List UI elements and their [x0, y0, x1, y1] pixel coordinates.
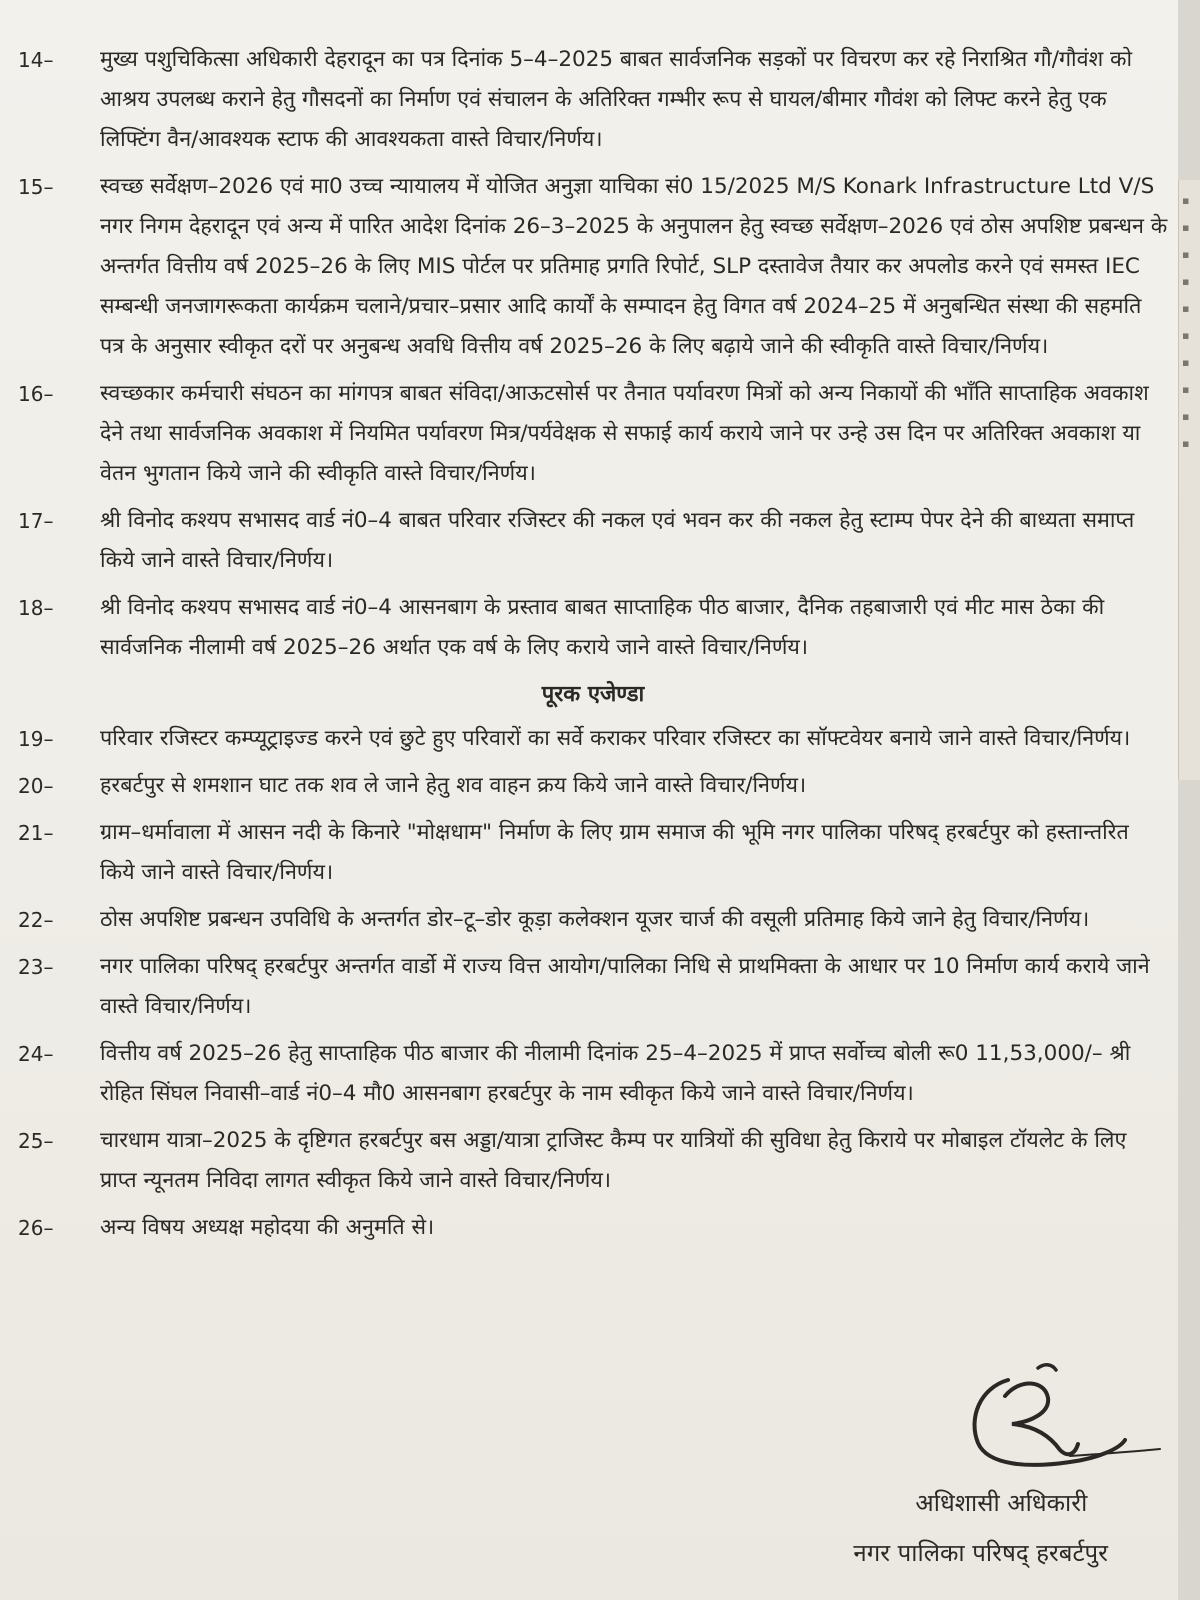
item-text: वित्तीय वर्ष 2025–26 हेतु साप्ताहिक पीठ बाजार की नीलामी दिनांक 25–4–2025 में प्राप्त सर्वोच्च बोली रू0 11,53,000/– श्री रोहित सिंघल निवासी–वार्ड नं0–4 मौ0 आसनबाग हरबर्टपुर के नाम स्वीकृत किये जाने वास्ते विचार/निर्णय। [100, 1041, 1131, 1106]
agenda-item [18, 813, 1168, 893]
signatory-block [853, 1478, 1108, 1578]
item-number: 15– [18, 175, 54, 199]
agenda-item [18, 947, 1168, 1027]
item-text: स्वच्छ सर्वेक्षण–2026 एवं मा0 उच्च न्यायालय में योजित अनुज्ञा याचिका सं0 15/2025 M/S Konark Infrastructure Ltd V/S नगर निगम देहरादून एवं अन्य में पारित आदेश दिनांक 26–3–2025 के अनुपालन हेतु स्वच्छ सर्वेक्षण–2026 एवं ठोस अपशिष्ट प्रबन्धन के अन्तर्गत वित्तीय वर्ष 2025–26 के लिए MIS पोर्टल पर प्रतिमाह प्रगति रिपोर्ट, SLP दस्तावेज तैयार कर अपलोड करने एवं समस्त IEC सम्बन्धी जनजागरूकता कार्यक्रम चलाने/प्रचार–प्रसार आदि कार्यों के सम्पादन हेतु विगत वर्ष 2024–25 में अनुबन्धित संस्था की सहमति पत्र के अनुसार स्वीकृत दरों पर अनुबन्ध अवधि वित्तीय वर्ष 2025–26 के लिए बढ़ाये जाने की स्वीकृति वास्ते विचार/निर्णय। [100, 174, 1168, 359]
item-number: 21– [18, 821, 54, 845]
item-text: ठोस अपशिष्ट प्रबन्धन उपविधि के अन्तर्गत डोर–टू–डोर कूड़ा कलेक्शन यूजर चार्ज की वसूली प्रतिमाह किये जाने हेतु विचार/निर्णय। [100, 907, 1090, 932]
agenda-item [18, 766, 1168, 806]
agenda-items-main [18, 40, 1168, 668]
item-text: अन्य विषय अध्यक्ष महोदया की अनुमति से। [100, 1215, 435, 1240]
item-text: मुख्य पशुचिकित्सा अधिकारी देहरादून का पत्र दिनांक 5–4–2025 बाबत सार्वजनिक सड़कों पर विचरण कर रहे निराश्रित गौ/गौवंश को आश्रय उपलब्ध कराने हेतु गौसदनों का निर्माण एवं संचालन के अतिरिक्त गम्भीर रूप से घायल/बीमार गौवंश को लिफ्ट करने हेतु एक लिफ्टिंग वैन/आवश्यक स्टाफ की आवश्यकता वास्ते विचार/निर्णय। [100, 47, 1133, 152]
agenda-item [18, 1034, 1168, 1114]
item-number: 22– [18, 908, 54, 932]
agenda-item [18, 1208, 1168, 1248]
item-number: 17– [18, 509, 54, 533]
item-number: 14– [18, 48, 54, 72]
handwritten-signature [950, 1358, 1170, 1473]
agenda-item [18, 40, 1168, 160]
agenda-item [18, 167, 1168, 367]
item-text: परिवार रजिस्टर कम्प्यूट्राइज्ड करने एवं छुटे हुए परिवारों का सर्वे कराकर परिवार रजिस्टर का सॉफ्टवेयर बनाये जाने वास्ते विचार/निर्णय। [100, 726, 1131, 751]
agenda-item [18, 719, 1168, 759]
agenda-items-supplementary [18, 719, 1168, 1248]
item-number: 25– [18, 1129, 54, 1153]
item-text: श्री विनोद कश्यप सभासद वार्ड नं0–4 आसनबाग के प्रस्ताव बाबत साप्ताहिक पीठ बाजार, दैनिक तहबाजारी एवं मीट मास ठेका की सार्वजनिक नीलामी वर्ष 2025–26 अर्थात एक वर्ष के लिए कराये जाने वास्ते विचार/निर्णय। [100, 595, 1105, 660]
item-text: श्री विनोद कश्यप सभासद वार्ड नं0–4 बाबत परिवार रजिस्टर की नकल एवं भवन कर की नकल हेतु स्टाम्प पेपर देने की बाध्यता समाप्त किये जाने वास्ते विचार/निर्णय। [100, 508, 1135, 573]
item-text: स्वच्छकार कर्मचारी संघठन का मांगपत्र बाबत संविदा/आऊटसोर्स पर तैनात पर्यावरण मित्रों को अन्य निकायों की भाँति साप्ताहिक अवकाश देने तथा सार्वजनिक अवकाश में नियमित पर्यावरण मित्र/पर्यवेक्षक से सफाई कार्य कराये जाने पर उन्हे उस दिन पर अतिरिक्त अवकाश या वेतन भुगतान किये जाने की स्वीकृति वास्ते विचार/निर्णय। [100, 381, 1149, 486]
agenda-item [18, 588, 1168, 668]
item-number: 20– [18, 774, 54, 798]
item-number: 24– [18, 1042, 54, 1066]
agenda-item [18, 501, 1168, 581]
agenda-item [18, 1121, 1168, 1201]
signatory-designation: अधिशासी अधिकारी [915, 1489, 1088, 1517]
agenda-item [18, 900, 1168, 940]
item-text: हरबर्टपुर से शमशान घाट तक शव ले जाने हेतु शव वाहन क्रय किये जाने वास्ते विचार/निर्णय। [100, 773, 807, 798]
item-number: 19– [18, 727, 54, 751]
item-text: नगर पालिका परिषद् हरबर्टपुर अन्तर्गत वार्डो में राज्य वित्त आयोग/पालिका निधि से प्राथमिक्ता के आधार पर 10 निर्माण कार्य कराये जाने वास्ते विचार/निर्णय। [100, 954, 1150, 1019]
item-text: चारधाम यात्रा–2025 के दृष्टिगत हरबर्टपुर बस अड्डा/यात्रा ट्राजिस्ट कैम्प पर यात्रियों की सुविधा हेतु किराये पर मोबाइल टॉयलेट के लिए प्राप्त न्यूनतम निविदा लागत स्वीकृत किये जाने वास्ते विचार/निर्णय। [100, 1128, 1127, 1193]
item-number: 18– [18, 596, 54, 620]
agenda-item [18, 374, 1168, 494]
item-number: 26– [18, 1216, 54, 1240]
item-number: 16– [18, 382, 54, 406]
supplementary-agenda-heading: पूरक एजेण्डा [541, 682, 645, 707]
signatory-office: नगर पालिका परिषद् हरबर्टपुर [853, 1539, 1108, 1567]
underlying-page-edge: ▪ ▪ ▪ ▪ ▪ ▪ ▪ ▪ ▪ ▪ [1178, 180, 1200, 780]
agenda-content [18, 40, 1168, 1255]
item-text: ग्राम–धर्मावाला में आसन नदी के किनारे "मोक्षधाम" निर्माण के लिए ग्राम समाज की भूमि नगर पालिका परिषद् हरबर्टपुर को हस्तान्तरित किये जाने वास्ते विचार/निर्णय। [100, 820, 1129, 885]
item-number: 23– [18, 955, 54, 979]
